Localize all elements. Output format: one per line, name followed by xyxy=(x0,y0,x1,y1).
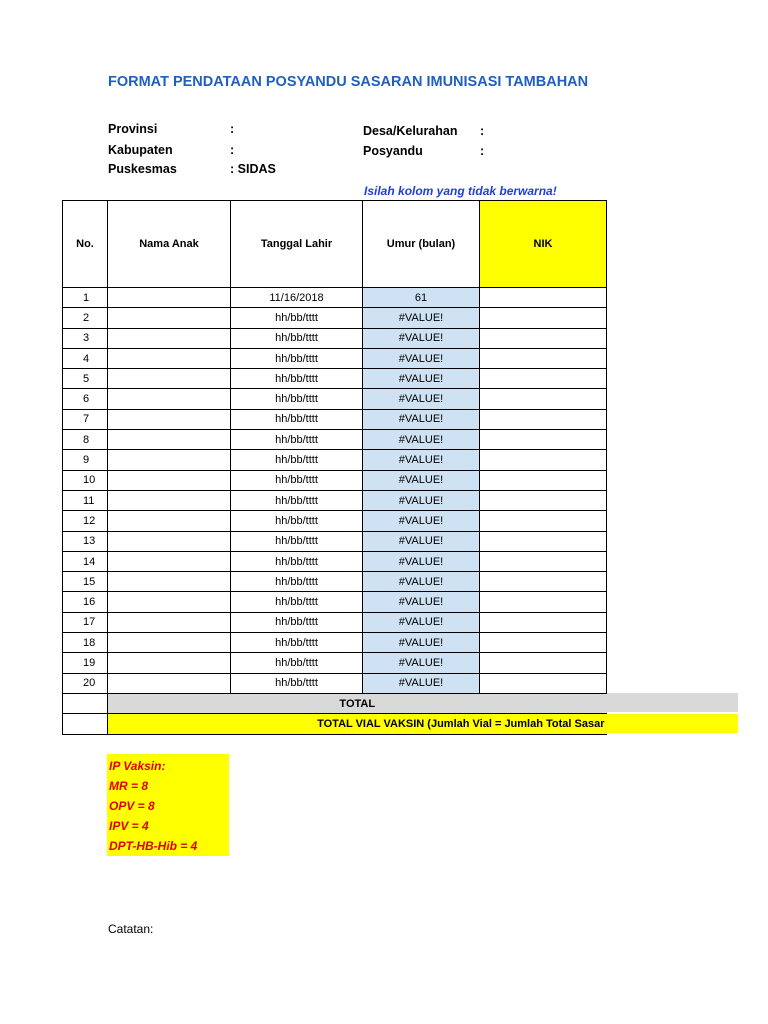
umur-cell: #VALUE! xyxy=(363,328,480,348)
tanggal-lahir-cell[interactable]: hh/bb/tttt xyxy=(231,389,363,409)
table-row xyxy=(63,308,607,328)
nama-anak-cell[interactable] xyxy=(108,551,231,571)
nama-anak-cell[interactable] xyxy=(108,511,231,531)
header-nik: NIK xyxy=(480,201,607,288)
row-number: 17 xyxy=(63,612,108,632)
nik-cell[interactable] xyxy=(480,328,607,348)
instruction-note: Isilah kolom yang tidak berwarna! xyxy=(364,184,557,198)
nik-cell[interactable] xyxy=(480,430,607,450)
nik-cell[interactable] xyxy=(480,369,607,389)
table-row xyxy=(63,409,607,429)
row-number: 18 xyxy=(63,633,108,653)
nik-cell[interactable] xyxy=(480,653,607,673)
nik-cell[interactable] xyxy=(480,612,607,632)
provinsi-label: Provinsi xyxy=(108,122,158,136)
table-row xyxy=(63,328,607,348)
nama-anak-cell[interactable] xyxy=(108,369,231,389)
total-fill-extension xyxy=(607,693,738,712)
nik-cell[interactable] xyxy=(480,531,607,551)
nik-cell[interactable] xyxy=(480,551,607,571)
row-number: 9 xyxy=(63,450,108,470)
header-nama-anak: Nama Anak xyxy=(108,201,231,288)
table-row xyxy=(63,531,607,551)
tanggal-lahir-cell[interactable]: hh/bb/tttt xyxy=(231,409,363,429)
tanggal-lahir-cell[interactable]: hh/bb/tttt xyxy=(231,308,363,328)
ip-vaksin-mr: MR = 8 xyxy=(109,779,149,793)
umur-cell: #VALUE! xyxy=(363,308,480,328)
nik-cell[interactable] xyxy=(480,572,607,592)
row-number: 16 xyxy=(63,592,108,612)
umur-cell: #VALUE! xyxy=(363,633,480,653)
row-number: 1 xyxy=(63,288,108,308)
table-row xyxy=(63,288,607,308)
table-row xyxy=(63,592,607,612)
tanggal-lahir-cell[interactable]: hh/bb/tttt xyxy=(231,511,363,531)
table-row xyxy=(63,470,607,490)
nama-anak-cell[interactable] xyxy=(108,572,231,592)
ip-vaksin-title: IP Vaksin: xyxy=(109,759,166,773)
umur-cell: #VALUE! xyxy=(363,470,480,490)
umur-cell: #VALUE! xyxy=(363,511,480,531)
header-no: No. xyxy=(63,201,108,288)
row-number: 3 xyxy=(63,328,108,348)
tanggal-lahir-cell[interactable]: hh/bb/tttt xyxy=(231,551,363,571)
umur-cell: 61 xyxy=(363,288,480,308)
puskesmas-label: Puskesmas xyxy=(108,162,177,176)
umur-cell: #VALUE! xyxy=(363,531,480,551)
nama-anak-cell[interactable] xyxy=(108,531,231,551)
header-tanggal-lahir: Tanggal Lahir xyxy=(231,201,363,288)
row-number: 8 xyxy=(63,430,108,450)
kabupaten-label: Kabupaten xyxy=(108,143,173,157)
data-table xyxy=(62,200,607,735)
nama-anak-cell[interactable] xyxy=(108,288,231,308)
nama-anak-cell[interactable] xyxy=(108,633,231,653)
table-row xyxy=(63,490,607,510)
row-number: 13 xyxy=(63,531,108,551)
tanggal-lahir-cell[interactable]: hh/bb/tttt xyxy=(231,572,363,592)
tanggal-lahir-cell[interactable]: hh/bb/tttt xyxy=(231,490,363,510)
umur-cell: #VALUE! xyxy=(363,409,480,429)
total-row xyxy=(63,693,607,713)
tanggal-lahir-cell[interactable]: hh/bb/tttt xyxy=(231,612,363,632)
posyandu-label: Posyandu xyxy=(363,144,423,158)
row-number: 15 xyxy=(63,572,108,592)
umur-cell: #VALUE! xyxy=(363,369,480,389)
nama-anak-cell[interactable] xyxy=(108,308,231,328)
nik-cell[interactable] xyxy=(480,470,607,490)
nama-anak-cell[interactable] xyxy=(108,328,231,348)
ip-vaksin-box xyxy=(107,754,229,856)
umur-cell: #VALUE! xyxy=(363,551,480,571)
total-vial-fill-extension xyxy=(607,714,738,733)
row-number: 7 xyxy=(63,409,108,429)
kabupaten-value: : xyxy=(230,143,235,157)
tanggal-lahir-cell[interactable]: hh/bb/tttt xyxy=(231,592,363,612)
total-row-blank xyxy=(63,693,108,713)
umur-cell: #VALUE! xyxy=(363,612,480,632)
umur-cell: #VALUE! xyxy=(363,673,480,693)
nama-anak-cell[interactable] xyxy=(108,673,231,693)
table-row xyxy=(63,551,607,571)
nama-anak-cell[interactable] xyxy=(108,450,231,470)
posyandu-value: : xyxy=(480,144,485,158)
nama-anak-cell[interactable] xyxy=(108,612,231,632)
total-vial-row-blank xyxy=(63,714,108,734)
table-row xyxy=(63,348,607,368)
puskesmas-value: : SIDAS xyxy=(230,162,276,176)
tanggal-lahir-cell[interactable]: hh/bb/tttt xyxy=(231,348,363,368)
table-row xyxy=(63,430,607,450)
nik-cell[interactable] xyxy=(480,348,607,368)
nik-cell[interactable] xyxy=(480,511,607,531)
nama-anak-cell[interactable] xyxy=(108,592,231,612)
row-number: 10 xyxy=(63,470,108,490)
row-number: 6 xyxy=(63,389,108,409)
nama-anak-cell[interactable] xyxy=(108,389,231,409)
umur-cell: #VALUE! xyxy=(363,389,480,409)
table-row xyxy=(63,389,607,409)
tanggal-lahir-cell[interactable]: 11/16/2018 xyxy=(231,288,363,308)
table-row xyxy=(63,369,607,389)
desa-label: Desa/Kelurahan xyxy=(363,124,458,138)
tanggal-lahir-cell[interactable]: hh/bb/tttt xyxy=(231,633,363,653)
table-row xyxy=(63,511,607,531)
total-vial-label: TOTAL VIAL VAKSIN (Jumlah Vial = Jumlah Total Sasar xyxy=(108,714,607,734)
umur-cell: #VALUE! xyxy=(363,592,480,612)
nik-cell[interactable] xyxy=(480,673,607,693)
tanggal-lahir-cell[interactable]: hh/bb/tttt xyxy=(231,531,363,551)
tanggal-lahir-cell[interactable]: hh/bb/tttt xyxy=(231,470,363,490)
nik-cell[interactable] xyxy=(480,308,607,328)
desa-value: : xyxy=(480,124,485,138)
table-row xyxy=(63,572,607,592)
nik-cell[interactable] xyxy=(480,450,607,470)
nik-cell[interactable] xyxy=(480,389,607,409)
nama-anak-cell[interactable] xyxy=(108,490,231,510)
nama-anak-cell[interactable] xyxy=(108,409,231,429)
row-number: 5 xyxy=(63,369,108,389)
tanggal-lahir-cell[interactable]: hh/bb/tttt xyxy=(231,653,363,673)
table-row xyxy=(63,450,607,470)
total-label: TOTAL xyxy=(108,693,607,713)
nama-anak-cell[interactable] xyxy=(108,430,231,450)
ip-vaksin-opv: OPV = 8 xyxy=(109,799,155,813)
nik-cell[interactable] xyxy=(480,409,607,429)
tanggal-lahir-cell[interactable]: hh/bb/tttt xyxy=(231,369,363,389)
row-number: 4 xyxy=(63,348,108,368)
umur-cell: #VALUE! xyxy=(363,430,480,450)
total-vial-row xyxy=(63,714,607,734)
nik-cell[interactable] xyxy=(480,592,607,612)
catatan-label: Catatan: xyxy=(108,922,154,936)
table-row xyxy=(63,612,607,632)
umur-cell: #VALUE! xyxy=(363,348,480,368)
table-row xyxy=(63,653,607,673)
tanggal-lahir-cell[interactable]: hh/bb/tttt xyxy=(231,430,363,450)
tanggal-lahir-cell[interactable]: hh/bb/tttt xyxy=(231,328,363,348)
header-umur: Umur (bulan) xyxy=(363,201,480,288)
nama-anak-cell[interactable] xyxy=(108,653,231,673)
row-number: 11 xyxy=(63,490,108,510)
nik-cell[interactable] xyxy=(480,288,607,308)
tanggal-lahir-cell[interactable]: hh/bb/tttt xyxy=(231,673,363,693)
row-number: 20 xyxy=(63,673,108,693)
table-row xyxy=(63,633,607,653)
provinsi-value: : xyxy=(230,122,235,136)
nama-anak-cell[interactable] xyxy=(108,348,231,368)
umur-cell: #VALUE! xyxy=(363,572,480,592)
ip-vaksin-ipv: IPV = 4 xyxy=(109,819,149,833)
table-header-row xyxy=(63,201,607,288)
row-number: 12 xyxy=(63,511,108,531)
row-number: 2 xyxy=(63,308,108,328)
tanggal-lahir-cell[interactable]: hh/bb/tttt xyxy=(231,450,363,470)
umur-cell: #VALUE! xyxy=(363,653,480,673)
umur-cell: #VALUE! xyxy=(363,490,480,510)
row-number: 14 xyxy=(63,551,108,571)
ip-vaksin-dpt: DPT-HB-Hib = 4 xyxy=(109,839,198,853)
table-row xyxy=(63,673,607,693)
row-number: 19 xyxy=(63,653,108,673)
nik-cell[interactable] xyxy=(480,633,607,653)
nama-anak-cell[interactable] xyxy=(108,470,231,490)
umur-cell: #VALUE! xyxy=(363,450,480,470)
nik-cell[interactable] xyxy=(480,490,607,510)
page-title: FORMAT PENDATAAN POSYANDU SASARAN IMUNISASI TAMBAHAN xyxy=(108,74,589,90)
